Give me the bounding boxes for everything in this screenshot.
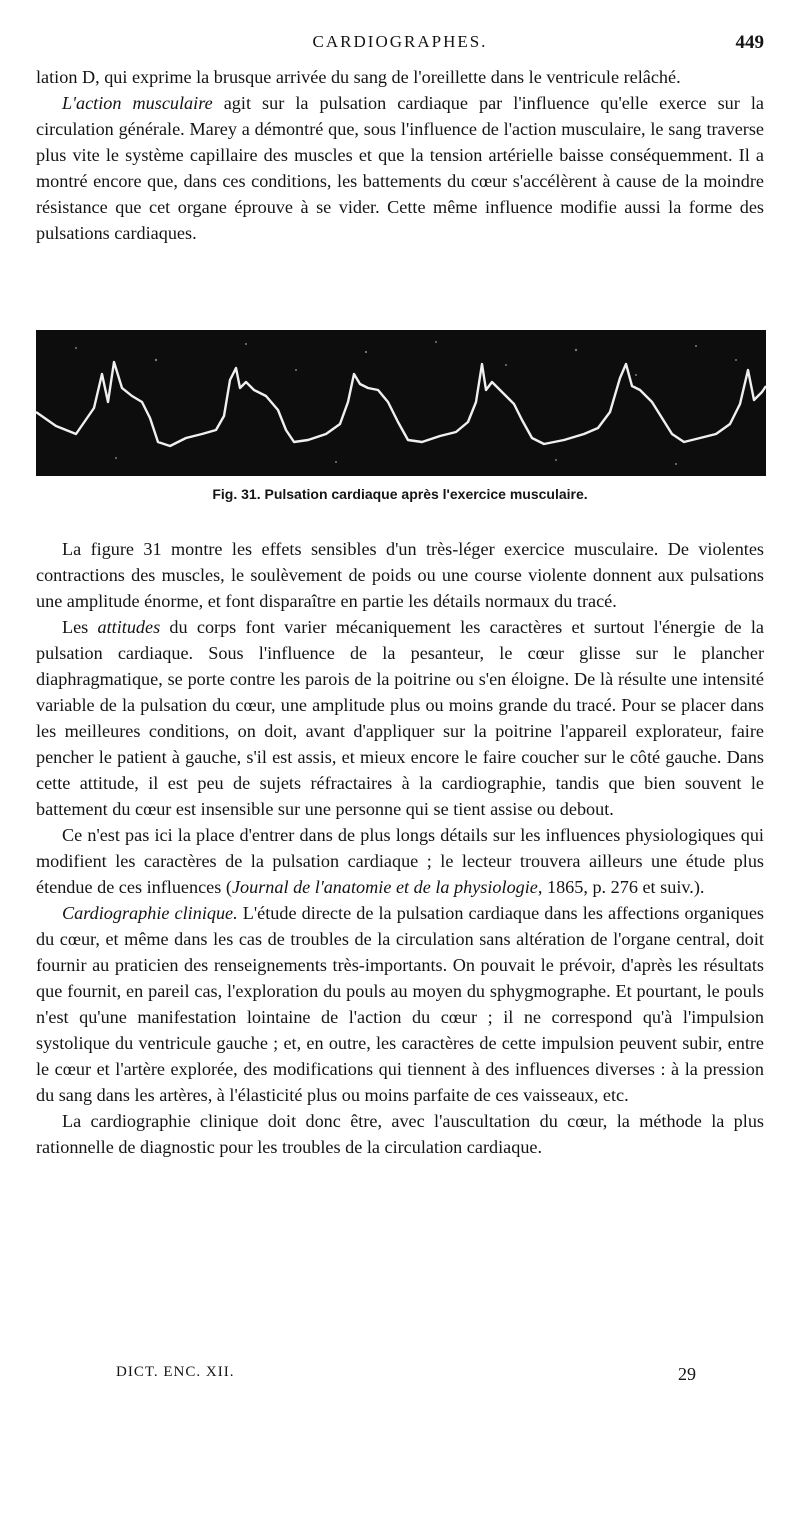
section-heading-italic: Cardiographie clinique. (62, 903, 238, 923)
paragraph-conclusion: La cardiographie clinique doit donc être, avec l'auscultation du cœur, la méthode la plus rationnelle de diagnostic pour les troubles de la circulation cardiaque. (36, 1111, 764, 1157)
citation-details: , 1865, p. 276 et suiv.). (537, 877, 705, 897)
paragraph-action-musculaire (36, 90, 764, 246)
paragraph-continued: lation D, qui exprime la brusque arrivée du sang de l'oreillette dans le ventricule relâché. (36, 67, 681, 87)
italic-term: attitudes (97, 617, 161, 637)
cardiogram-trace-image (36, 330, 766, 476)
paragraph-figure-31: La figure 31 montre les effets sensibles d'un très-léger exercice musculaire. De violentes contractions des muscles, le soulèvement de poids ou une course violente donnent aux pulsations une amplitude énorme, et font disparaître en partie les détails normaux du tracé. (36, 539, 764, 611)
italic-term: L'action musculaire (62, 93, 213, 113)
paragraph-lead: Les (62, 617, 98, 637)
paragraph-text: du corps font varier mécaniquement les caractères et surtout l'énergie de la pulsation cardiaque. Sous l'influence de la pesanteur, le cœur glisse sur le plancher diaphragmatique, se porte contre les parois de la poitrine ou s'en éloigne. De là résulte une intensité variable de la pulsation du cœur, une amplitude plus ou moins grande du tracé. Pour se placer dans les meilleures conditions, on doit, avant d'appliquer sur la poitrine l'appareil explorateur, faire pencher le patient à gauche, s'il est assis, et mieux encore le faire coucher sur le côté gauche. Dans cette attitude, il est peu de sujets réfractaires à la cardiographie, tandis que bien souvent le battement du cœur est insensible sur une personne qui se tient assise ou debout. (36, 617, 764, 819)
paragraph-cardiographie-clinique (36, 900, 764, 1108)
sheet-number: 29 (678, 1364, 696, 1384)
page-header (36, 32, 764, 56)
paragraph-text: Ce n'est pas ici la place d'entrer dans de plus longs détails sur les influences physiologiques qui modifient les caractères de la pulsation cardiaque ; le lecteur trouvera ailleurs une étude plus étendue de ces influences ( (36, 825, 764, 897)
running-head: CARDIOGRAPHES. (312, 32, 488, 51)
paragraph-text: L'étude directe de la pulsation cardiaque dans les affections organiques du cœur, et même dans les cas de troubles de la circulation sans altération de l'organe central, doit fournir au praticien des renseignements très-importants. On pouvait le prévoir, d'après les résultats que fournit, en pareil cas, l'exploration du pouls au moyen du sphygmographe. Et pourtant, le pouls n'est qu'une manifestation lointaine de l'action du cœur ; il ne correspond qu'à l'impulsion systolique du ventricule gauche ; et, en outre, les caractères de cette impulsion peuvent subir, entre le cœur et l'artère explorée, des modifications qui tiennent à des influences diverses : à la pression du sang dans les artères, à l'élasticité plus ou moins parfaite de ces vaisseaux, etc. (36, 903, 764, 1105)
page-number: 449 (735, 32, 764, 53)
figure-caption: Fig. 31. Pulsation cardiaque après l'exercice musculaire. (212, 486, 588, 502)
text-block-bottom (36, 536, 764, 1160)
paragraph-attitudes (36, 614, 764, 822)
signature-mark: DICT. ENC. XII. (116, 1364, 235, 1380)
journal-title: Journal de l'anatomie et de la physiologie (231, 877, 538, 897)
text-block-top (36, 64, 764, 246)
page-footer (36, 1364, 764, 1388)
figure-31-cardiogram (36, 330, 766, 476)
paragraph-influences (36, 822, 764, 900)
paragraph-text: agit sur la pulsation cardiaque par l'influence qu'elle exerce sur la circulation générale. Marey a démontré que, sous l'influence de l'action musculaire, le sang traverse plus vite le système capillaire des muscles et que la tension artérielle baisse conséquemment. Il a montré encore que, dans ces conditions, les battements du cœur s'accélèrent à cause de la moindre résistance que cet organe éprouve à se vider. Cette même influence modifie aussi la forme des pulsations cardiaques. (36, 93, 764, 243)
